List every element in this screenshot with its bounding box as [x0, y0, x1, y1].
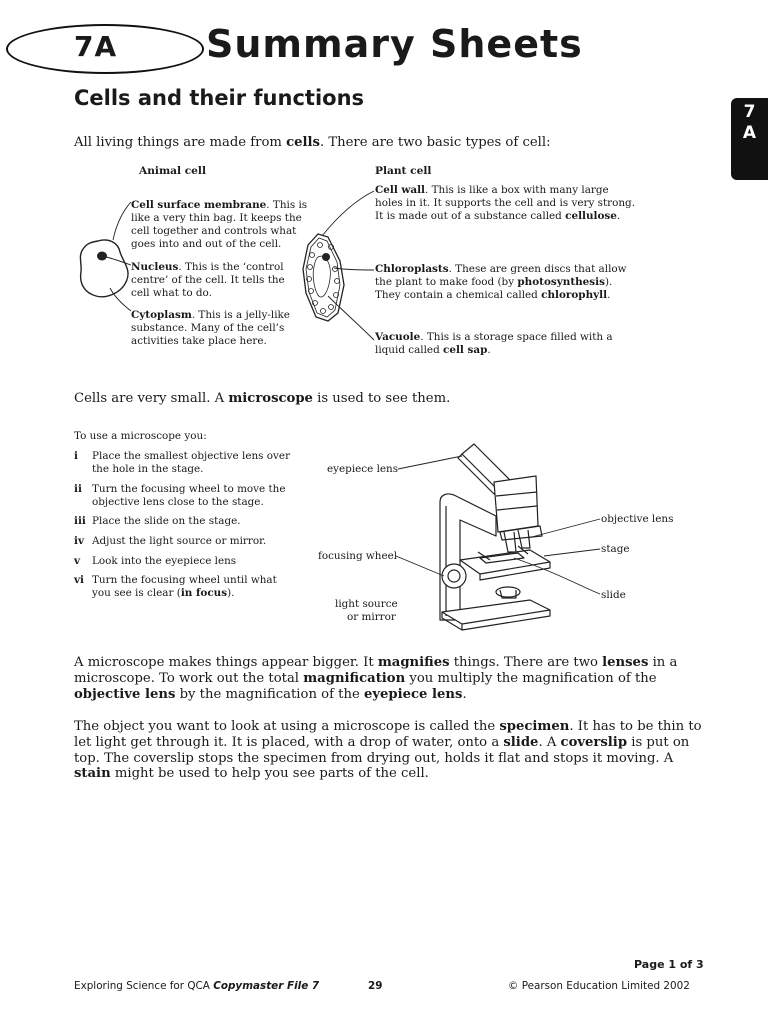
term-nucleus: Nucleus: [131, 261, 179, 273]
p2-g: is put on top. The coverslip stops the specimen from drying out, holds it flat and stops it moving. A: [74, 734, 690, 766]
term-chlorophyll: chlorophyll: [541, 289, 608, 301]
label-slide: slide: [601, 589, 626, 601]
step-text: Adjust the light source or mirror.: [92, 535, 267, 547]
p1-c: things. There are two: [449, 655, 603, 670]
desc-cell-membrane: . This is like a very thin bag. It keeps the cell together and controls what goes into and out of the cell.: [131, 199, 308, 250]
step-text: Turn the focusing wheel to move the objective lens close to the stage.: [92, 483, 286, 508]
p1-j: eyepiece lens: [363, 686, 463, 702]
intro-before: All living things are made from: [74, 135, 287, 150]
micro-intro-after: is used to see them.: [312, 391, 451, 406]
p1-k: .: [462, 686, 467, 702]
p1-a: A microscope makes things appear bigger. It: [74, 655, 378, 670]
p2-f: coverslip: [560, 734, 628, 750]
p2-b: specimen: [499, 719, 570, 734]
side-tab-label: 7 A: [742, 102, 757, 143]
animal-cell-heading: Animal cell: [139, 165, 206, 177]
label-or-mirror: or mirror: [347, 611, 396, 623]
label-objective-lens: objective lens: [601, 513, 674, 525]
footer-page-number: 29: [368, 980, 383, 992]
p2-d: slide: [503, 734, 539, 750]
label-eyepiece-lens: eyepiece lens: [327, 463, 399, 475]
p2-i: might be used to help you see parts of the cell.: [110, 766, 429, 782]
p1-i: by the magnification of the: [175, 686, 364, 702]
magnification-paragraph: [74, 655, 704, 702]
p1-h: objective lens: [74, 686, 176, 702]
term-cell-sap: cell sap: [443, 344, 488, 356]
desc-chloroplasts-end: .: [607, 289, 611, 301]
desc-cell-wall: . This is like a box with many large holes in it. It supports the cell and is very strong. It is made out of a substance called: [375, 184, 635, 222]
step-number: i: [74, 450, 78, 462]
steps-intro: To use a microscope you:: [74, 430, 207, 442]
plant-cell-heading: Plant cell: [375, 165, 432, 177]
intro-bold: cells: [286, 135, 320, 150]
page-indicator: Page 1 of 3: [634, 958, 704, 971]
p1-e: in a microscope. To work out the total: [74, 655, 678, 686]
p1-d: lenses: [602, 655, 649, 670]
footer-book-bold: Copymaster File 7: [213, 980, 320, 992]
footer-copyright: © Pearson Education Limited 2002: [508, 980, 690, 992]
step-text-bold: in focus: [180, 586, 228, 599]
label-light-source: light source: [335, 598, 398, 610]
footer-book-title: [74, 980, 319, 992]
desc-nucleus: . This is the ‘control centre’ of the cell. It tells the cell what to do.: [131, 261, 285, 299]
unit-code: 7A: [74, 30, 118, 63]
term-cytoplasm: Cytoplasm: [131, 309, 192, 321]
step-text: Place the slide on the stage.: [92, 515, 241, 527]
p1-g: you multiply the magnification of the: [405, 670, 657, 686]
step-number: iii: [74, 515, 86, 527]
desc-vacuole: . This is a storage space filled with a liquid called: [375, 331, 613, 356]
step-text-main: Turn the focusing wheel until what you see is clear (: [92, 574, 277, 599]
sheet-title: Summary Sheets: [206, 22, 583, 66]
intro-after: . There are two basic types of cell:: [319, 135, 551, 150]
footer-book-prefix: Exploring Science for QCA: [74, 980, 214, 992]
micro-intro-before: Cells are very small. A: [74, 391, 229, 406]
step-text: Look into the eyepiece lens: [92, 555, 237, 567]
specimen-paragraph: [74, 719, 704, 782]
step-text-after: ).: [227, 586, 235, 599]
desc-cell-wall-end: .: [616, 210, 621, 222]
p1-f: magnification: [303, 670, 406, 686]
term-cell-membrane: Cell surface membrane: [131, 199, 267, 211]
p2-h: stain: [74, 766, 111, 782]
desc-chloroplasts-mid: ). They contain a chemical called: [375, 276, 613, 301]
step-text: Place the smallest objective lens over the hole in the stage.: [92, 450, 291, 475]
step-number: v: [74, 555, 81, 567]
desc-vacuole-end: .: [487, 344, 491, 356]
term-cell-wall: Cell wall: [375, 184, 425, 196]
section-title: Cells and their functions: [74, 86, 365, 110]
p2-c: . It has to be thin to let light get through it. It is placed, with a drop of water, onto a: [74, 719, 702, 750]
desc-chloroplasts: . These are green discs that allow the plant to make food (by: [375, 263, 627, 288]
step-number: vi: [74, 574, 84, 586]
label-stage: stage: [601, 543, 630, 555]
desc-cytoplasm: . This is a jelly-like substance. Many of the cell’s activities take place here.: [131, 309, 290, 347]
term-photosynthesis: photosynthesis: [517, 276, 605, 288]
micro-intro-bold: microscope: [228, 391, 313, 406]
p2-e: . A: [538, 734, 561, 750]
p2-a: The object you want to look at using a microscope is called the: [74, 719, 500, 734]
p1-b: magnifies: [377, 655, 450, 670]
label-focusing-wheel: focusing wheel: [318, 550, 398, 562]
step-number: iv: [74, 535, 84, 547]
term-cellulose: cellulose: [565, 210, 617, 222]
term-chloroplasts: Chloroplasts: [375, 263, 449, 275]
term-vacuole: Vacuole: [375, 331, 421, 343]
step-number: ii: [74, 483, 82, 495]
